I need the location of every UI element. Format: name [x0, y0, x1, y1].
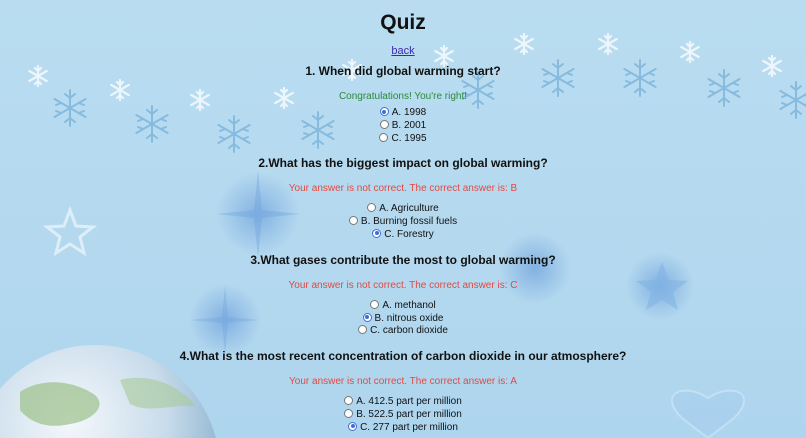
answer-option[interactable] — [0, 203, 806, 216]
back-link[interactable]: back — [391, 45, 415, 57]
option-label: C. carbon dioxide — [370, 325, 448, 337]
question-text: 2.What has the biggest impact on global warming? — [258, 156, 548, 171]
option-label: C. 1995 — [391, 132, 427, 144]
feedback-message: Your answer is not correct. The correct answer is: C — [288, 279, 518, 291]
option-label: C. 277 part per million — [360, 421, 458, 433]
radio-button[interactable] — [379, 133, 388, 142]
page-title: Quiz — [380, 11, 426, 34]
question-text: 3.What gases contribute the most to global warming? — [250, 252, 556, 267]
question-block — [0, 155, 806, 241]
answer-option[interactable] — [0, 422, 806, 435]
question-block — [0, 63, 806, 145]
radio-button[interactable] — [363, 313, 372, 322]
option-label: B. 2001 — [391, 119, 427, 131]
option-label: A. methanol — [382, 299, 436, 311]
answer-option[interactable] — [0, 229, 806, 242]
answer-option[interactable] — [0, 396, 806, 409]
feedback-message: Your answer is not correct. The correct answer is: B — [288, 183, 518, 195]
option-label: A. Agriculture — [379, 203, 439, 215]
option-label: B. 522.5 part per million — [356, 408, 462, 420]
option-label: B. nitrous oxide — [374, 312, 444, 324]
answer-options — [0, 203, 806, 241]
answer-option[interactable] — [0, 325, 806, 338]
radio-button[interactable] — [344, 409, 353, 418]
question-block — [0, 348, 806, 434]
radio-button[interactable] — [370, 300, 379, 309]
answer-option[interactable] — [0, 107, 806, 120]
option-label: A. 412.5 part per million — [356, 396, 462, 408]
question-block — [0, 252, 806, 338]
answer-option[interactable] — [0, 133, 806, 146]
answer-option[interactable] — [0, 216, 806, 229]
answer-option[interactable] — [0, 409, 806, 422]
radio-button[interactable] — [349, 216, 358, 225]
option-label: A. 1998 — [391, 107, 427, 118]
answer-options — [0, 396, 806, 434]
feedback-message: Congratulations! You're right! — [338, 91, 468, 102]
radio-button[interactable] — [380, 107, 389, 116]
question-text: 1. When did global warming start? — [305, 64, 501, 78]
radio-button[interactable] — [358, 325, 367, 334]
answer-option[interactable] — [0, 313, 806, 326]
answer-options — [0, 107, 806, 145]
question-text: 4.What is the most recent concentration of carbon dioxide in our atmosphere? — [179, 349, 627, 364]
radio-button[interactable] — [348, 422, 357, 431]
option-label: C. Forestry — [384, 228, 434, 240]
option-label: B. Burning fossil fuels — [360, 216, 458, 228]
radio-button[interactable] — [380, 120, 389, 129]
answer-options — [0, 300, 806, 338]
radio-button[interactable] — [367, 203, 376, 212]
feedback-message: Your answer is not correct. The correct answer is: A — [289, 376, 517, 388]
answer-option[interactable] — [0, 300, 806, 313]
radio-button[interactable] — [372, 229, 381, 238]
radio-button[interactable] — [344, 396, 353, 405]
answer-option[interactable] — [0, 120, 806, 133]
